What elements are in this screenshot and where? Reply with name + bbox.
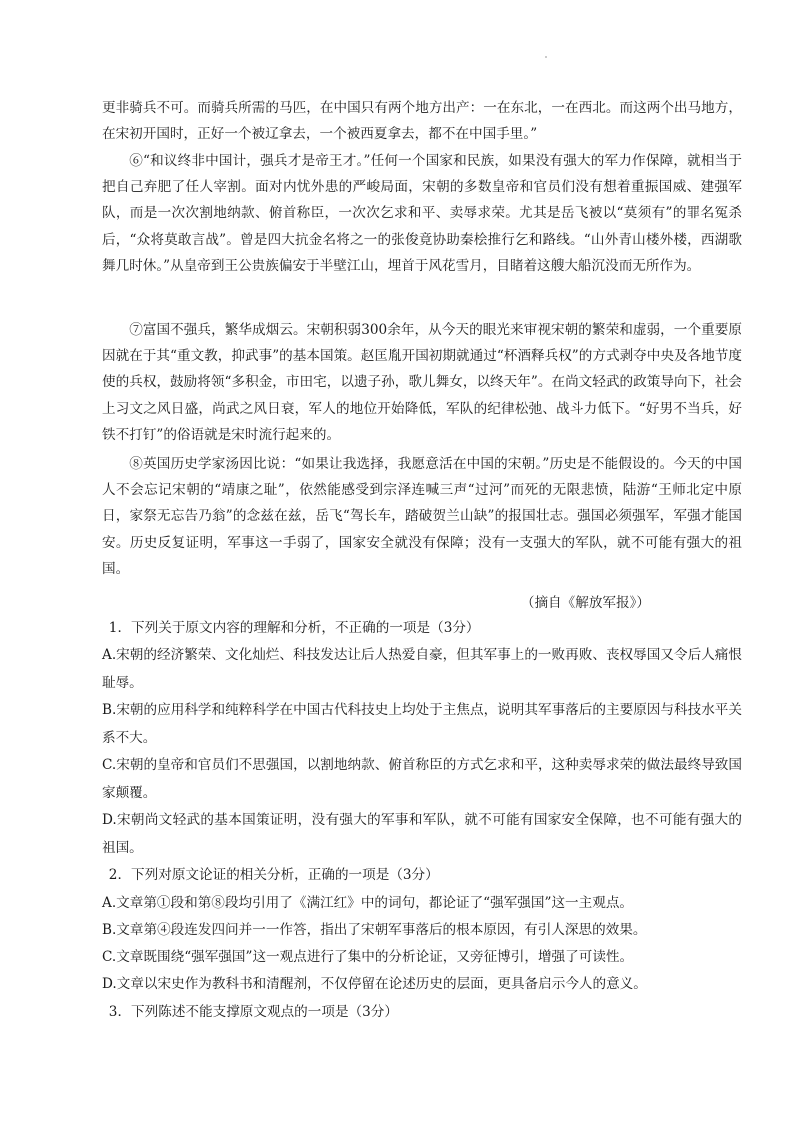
question-2-option-d: D.文章以宋史作为教科书和清醒剂，不仅停留在论述历史的层面，更具备启示今人的意义。 xyxy=(102,976,647,992)
question-2-option-c: C.文章既围绕“强军强国”这一观点进行了集中的分析论证，又旁征博引，增强了可读性。 xyxy=(102,949,634,965)
passage-paragraph-7: ⑦富国不强兵，繁华成烟云。宋朝积弱300余年，从今天的眼光来审视宋朝的繁荣和虚弱，一个重要原因就在于其“重文教，抑武事”的基本国策。赵匡胤开国初期就通过“杯酒释兵权”的方式剥夺中央及各地节度使的兵权，鼓励将领“多积金，市田宅，以遗子孙，歌儿舞女，以终天年”。在尚文轻武的政策导向下，社会上习文之风日盛，尚武之风日衰，军人的地位开始降低，军队的纪律松弛、战斗力低下。“好男不当兵，好铁不打钉”的俗语就是宋时流行起来的。 xyxy=(102,322,742,443)
scan-speck xyxy=(545,56,547,58)
question-2-option-b: B.文章第④段连发四问并一一作答，指出了宋朝军事落后的根本原因，有引人深思的效果。 xyxy=(102,922,647,938)
question-1-option-c: C.宋朝的皇帝和官员们不思强国，以割地纳款、俯首称臣的方式乞求和平，这种卖辱求荣的做法最终导致国家颠覆。 xyxy=(102,757,742,801)
question-1-stem: 1．下列关于原文内容的理解和分析，不正确的一项是（3分） xyxy=(108,620,480,636)
question-2-stem: 2．下列对原文论证的相关分析，正确的一项是（3分） xyxy=(108,867,439,883)
question-2-option-a: A.文章第①段和第⑧段均引用了《满江红》中的词句，都论证了“强军强国”这一主观点。 xyxy=(102,895,634,911)
passage-paragraph-6: ⑥“和议终非中国计，强兵才是帝王才。”任何一个国家和民族，如果没有强大的军力作保障，就相当于把自己弃肥了任人宰割。面对内忧外患的严峻局面，宋朝的多数皇帝和官员们没有想着重振国威、建强军队，而是一次次割地纳款、俯首称臣，一次次乞求和平、卖辱求荣。尤其是岳飞被以“莫须有”的罪名冤杀后，“众将莫敢言战”。曾是四大抗金名将之一的张俊竟协助秦桧推行乞和路线。“山外青山楼外楼，西湖歌舞几时休。”从皇帝到王公贵族偏安于半壁江山，埋首于风花雪月，目睹着这艘大船沉没而无所作为。 xyxy=(102,153,742,274)
question-1-option-d: D.宋朝尚文轻武的基本国策证明，没有强大的军事和军队，就不可能有国家安全保障，也不可能有强大的祖国。 xyxy=(102,812,742,856)
passage-paragraph-5-continued: 更非骑兵不可。而骑兵所需的马匹，在中国只有两个地方出产：一在东北，一在西北。而这两个出马地方，在宋初开国时，正好一个被辽拿去，一个被西夏拿去，都不在中国手里。” xyxy=(102,100,742,143)
question-1-option-a: A.宋朝的经济繁荣、文化灿烂、科技发达让后人热爱自豪，但其军事上的一败再败、丧权辱国又令后人痛恨耻辱。 xyxy=(102,647,742,691)
question-3-stem: 3．下列陈述不能支撑原文观点的一项是（3分） xyxy=(108,1004,398,1020)
passage-paragraph-8: ⑧英国历史学家汤因比说：“如果让我选择，我愿意活在中国的宋朝。”历史是不能假设的。今天的中国人不会忘记宋朝的“靖康之耻”，依然能感受到宗泽连喊三声“过河”而死的无限悲愤，陆游“王师北定中原日，家祭无忘告乃翁”的念兹在兹，岳飞“驾长车，踏破贺兰山缺”的报国壮志。强国必须强军，军强才能国安。历史反复证明，军事这一手弱了，国家安全就没有保障；没有一支强大的军队，就不可能有强大的祖国。 xyxy=(102,456,742,577)
question-1-option-b: B.宋朝的应用科学和纯粹科学在中国古代科技史上均处于主焦点，说明其军事落后的主要原因与科技水平关系不大。 xyxy=(102,702,742,746)
source-citation: （摘自《解放军报》） xyxy=(520,595,650,611)
